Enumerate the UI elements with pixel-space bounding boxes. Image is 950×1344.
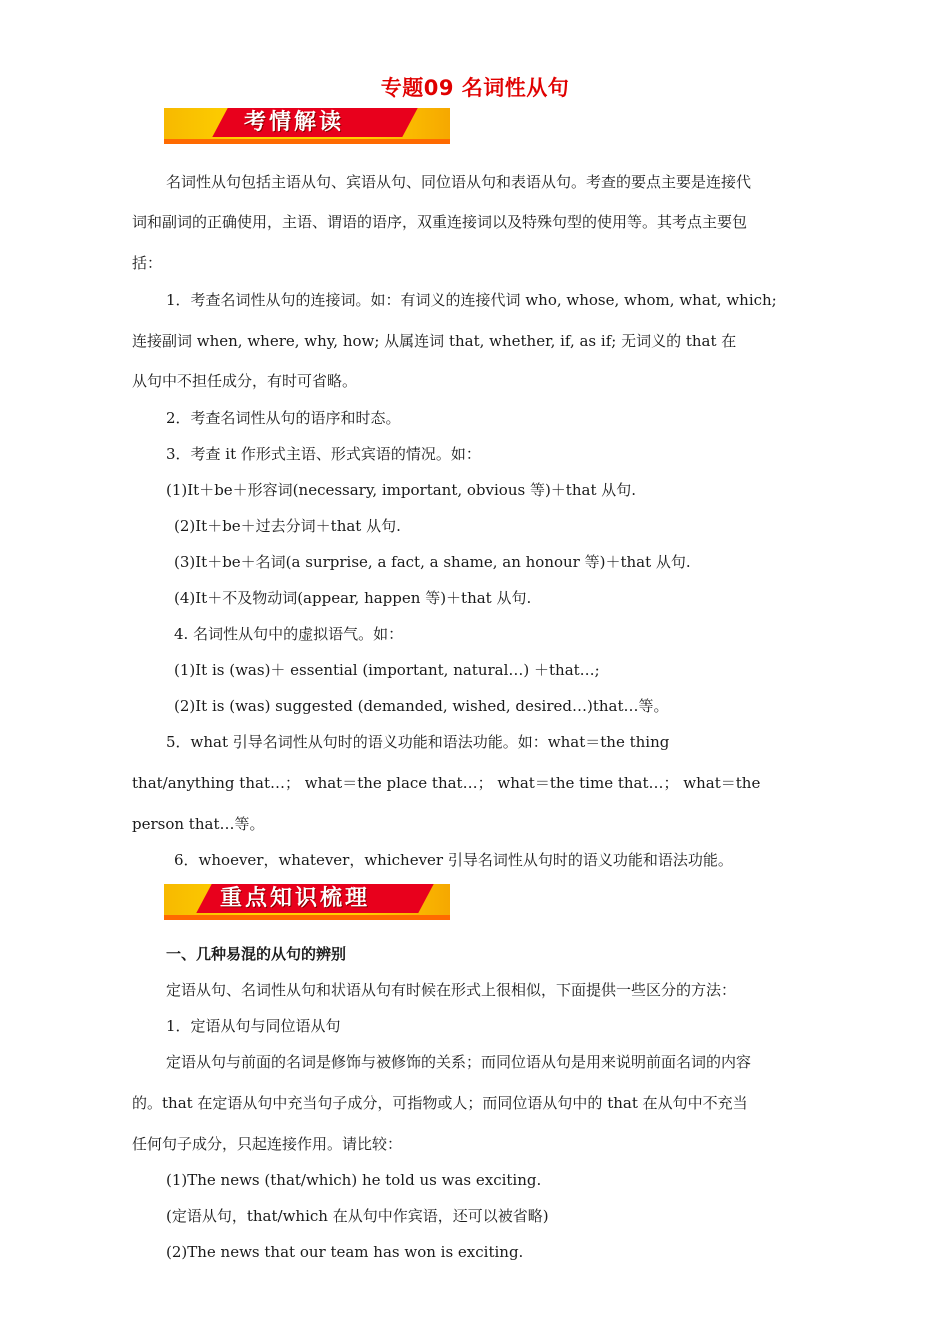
point-line: 1．考查名词性从句的连接词。如：有词义的连接代词 who, whose, whom, what, which; [166,291,777,309]
body-line: 任何句子成分，只起连接作用。请比较： [132,1135,403,1153]
section-heading: 一、几种易混的从句的辨别 [166,945,347,963]
body-line: 定语从句与前面的名词是修饰与被修饰的关系；而同位语从句是用来说明前面名词的内容 [166,1053,752,1071]
point-line: (1)It is (was)＋ essential (important, natural…) ＋that…; [174,661,600,679]
point-line: 连接副词 when, where, why, how; 从属连词 that, whether, if, as if; 无词义的 that 在 [132,332,737,350]
body-line: (1)The news (that/which) he told us was exciting. [166,1171,542,1189]
point-line: (2)It＋be＋过去分词＋that 从句. [174,517,401,535]
point-line: (3)It＋be＋名词(a surprise, a fact, a shame, an honour 等)＋that 从句. [174,553,691,571]
intro-line: 词和副词的正确使用，主语、谓语的语序，双重连接词以及特殊句型的使用等。其考点主要包 [132,213,748,231]
point-line: 3．考查 it 作形式主语、形式宾语的情况。如： [166,445,481,463]
banner-label: 重点知识梳理 [220,886,371,911]
point-line: person that…等。 [132,815,265,833]
point-line: (1)It＋be＋形容词(necessary, important, obvious 等)＋that 从句. [166,481,637,499]
intro-line: 括： [132,254,163,272]
point-line: 6．whoever，whatever，whichever 引导名词性从句时的语义功能和语法功能。 [174,851,733,869]
body-line: 定语从句、名词性从句和状语从句有时候在形式上很相似，下面提供一些区分的方法： [166,981,737,999]
page-title: 专题09 名词性从句 [380,76,570,100]
point-line: 5．what 引导名词性从句时的语义功能和语法功能。如：what＝the thing [166,733,670,751]
point-line: 4. 名词性从句中的虚拟语气。如： [174,625,404,643]
body-line: (定语从句，that/which 在从句中作宾语，还可以被省略) [166,1207,549,1225]
body-line: 1．定语从句与同位语从句 [166,1017,341,1035]
body-line: (2)The news that our team has won is exciting. [166,1243,524,1261]
section-banner-exam-analysis [164,108,450,144]
point-line: 从句中不担任成分，有时可省略。 [132,372,358,390]
point-line: (2)It is (was) suggested (demanded, wished, desired…)that…等。 [174,697,669,715]
section-banner-key-knowledge [164,884,450,920]
banner-label: 考情解读 [244,110,345,135]
intro-line: 名词性从句包括主语从句、宾语从句、同位语从句和表语从句。考查的要点主要是连接代 [166,173,752,191]
point-line: that/anything that…； what＝the place that…； what＝the time that…； what＝the [132,774,761,792]
point-line: (4)It＋不及物动词(appear, happen 等)＋that 从句. [174,589,532,607]
point-line: 2．考查名词性从句的语序和时态。 [166,409,401,427]
body-line: 的。that 在定语从句中充当句子成分，可指物或人；而同位语从句中的 that 在从句中不充当 [132,1094,748,1112]
